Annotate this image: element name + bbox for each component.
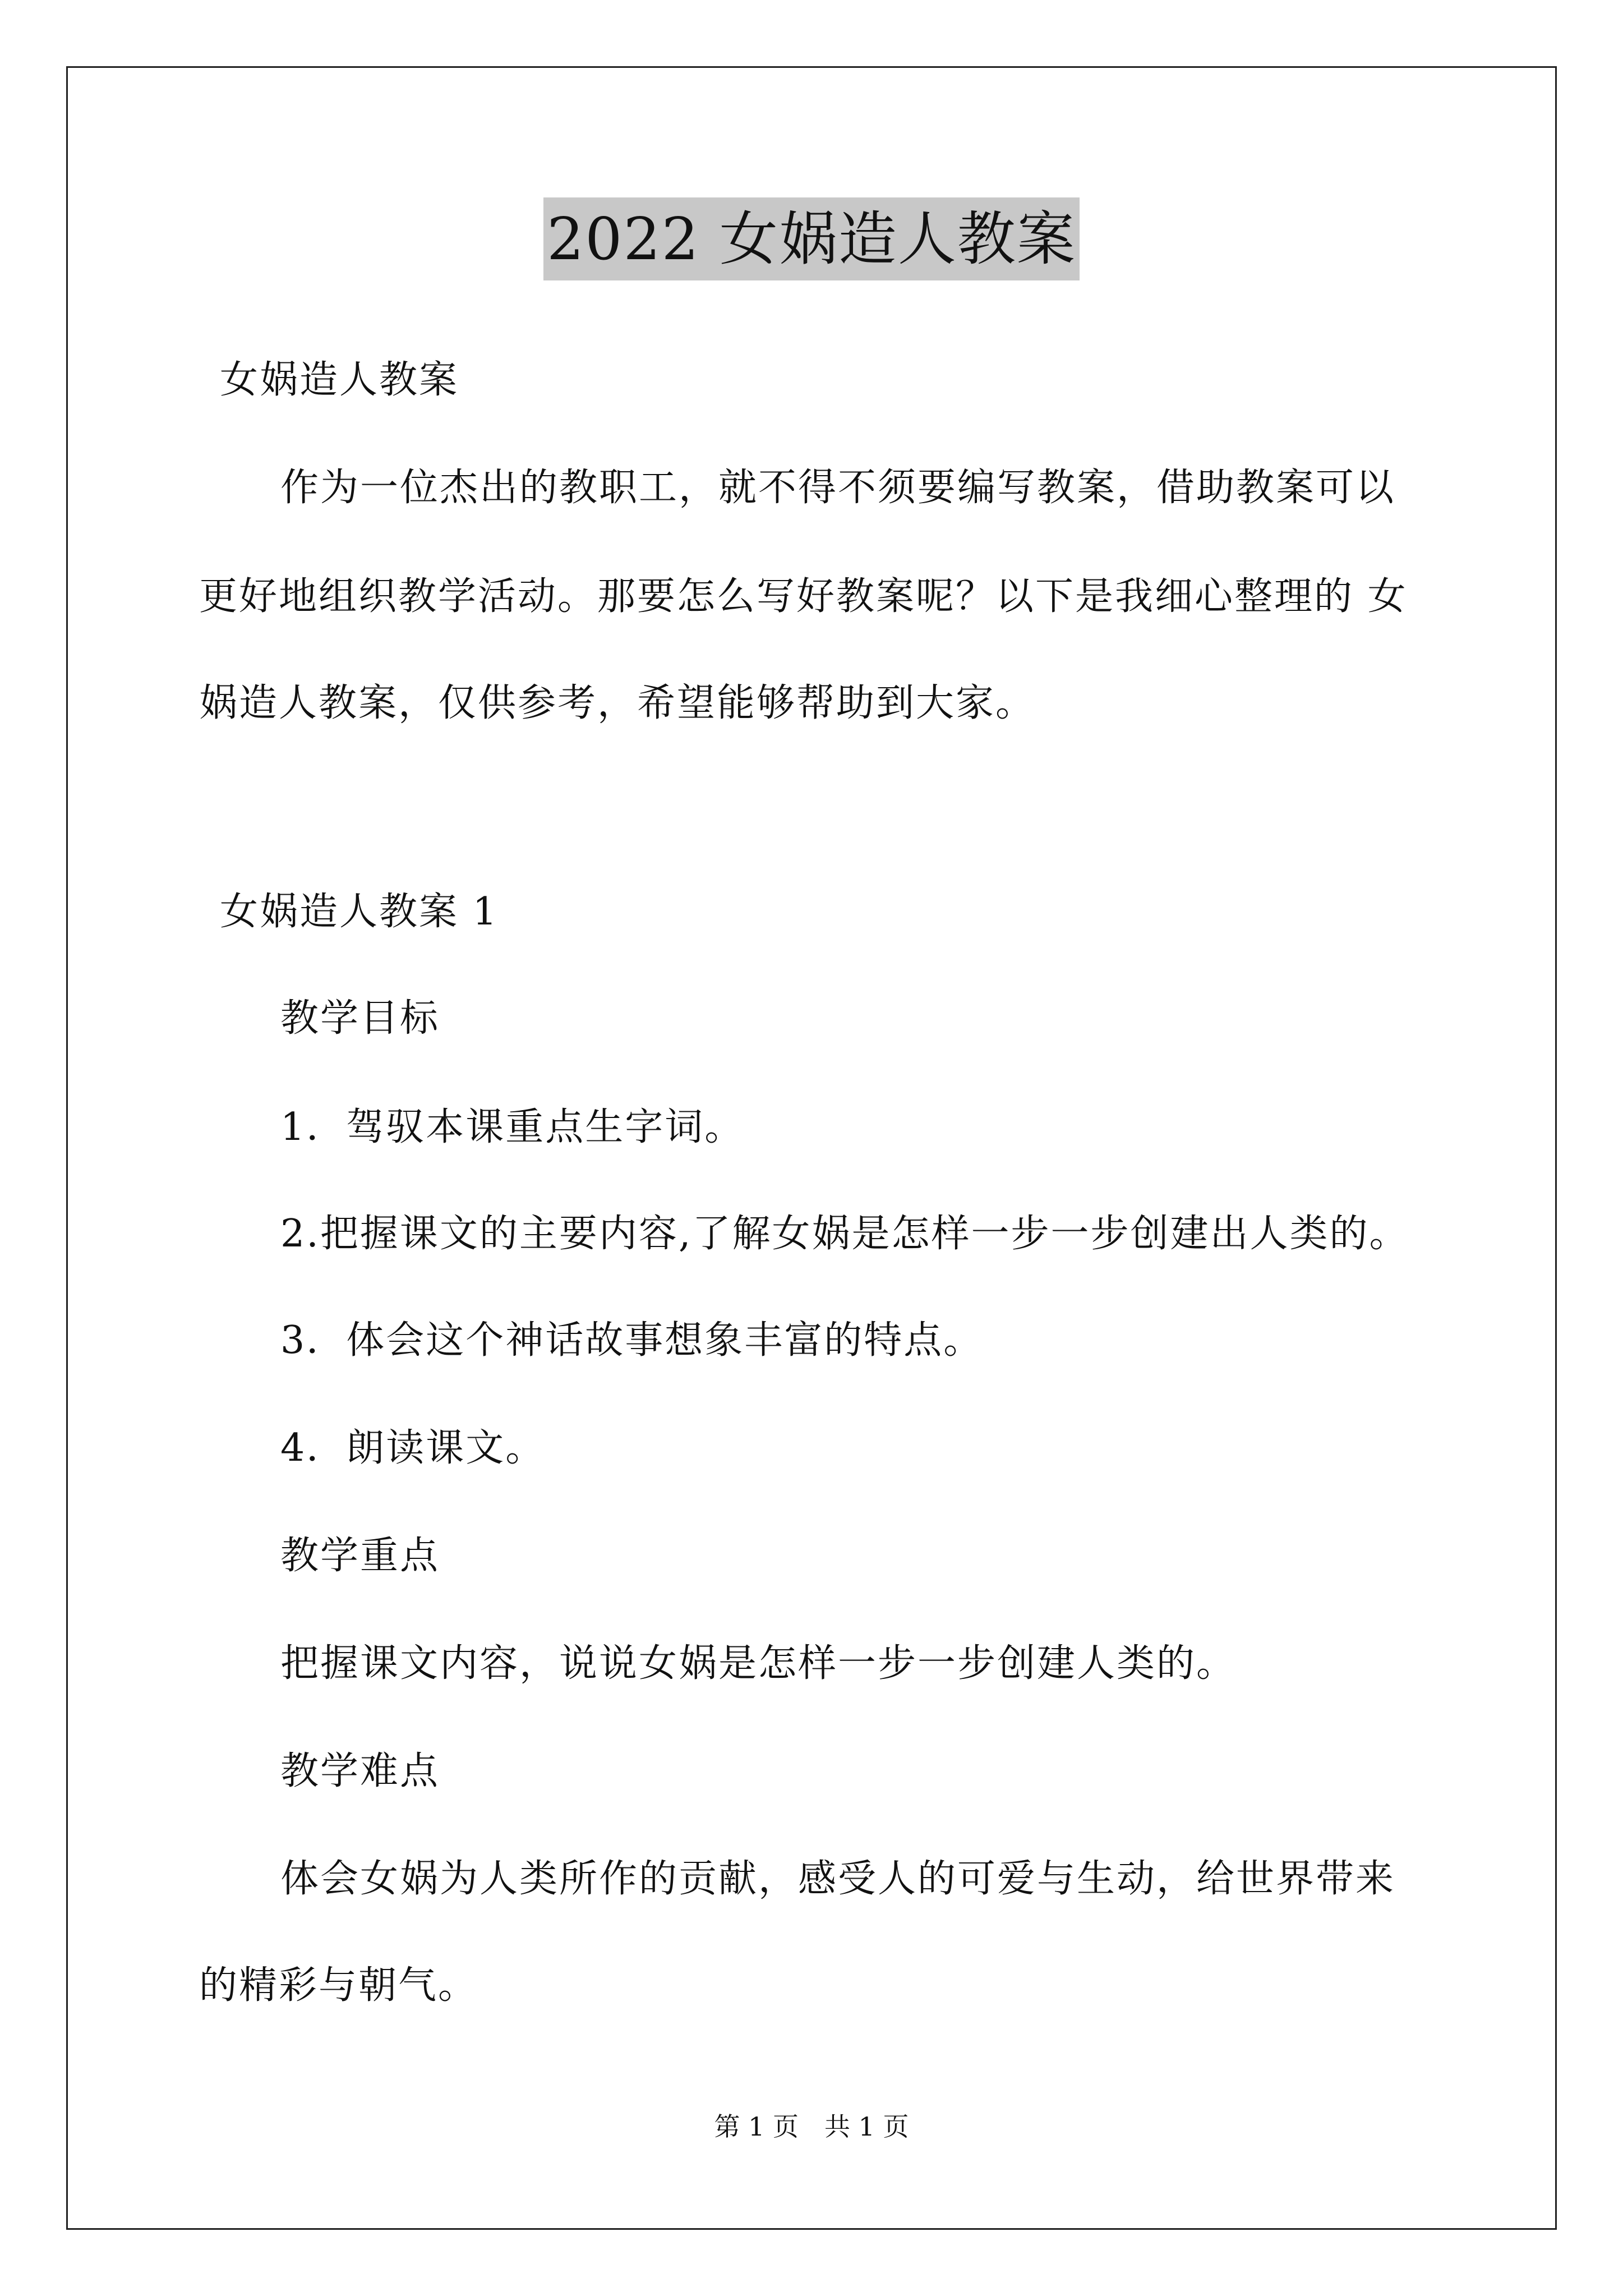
goal-item-4: 4．朗读课文。 <box>280 1426 546 1470</box>
goals-heading: 教学目标 <box>280 996 440 1041</box>
section-heading: 女娲造人教案 1 <box>220 890 499 934</box>
difficulty-line-1: 体会女娲为人类所作的贡献，感受人的可爱与生动，给世界带来 <box>280 1857 1396 1901</box>
difficulty-heading: 教学难点 <box>280 1749 440 1793</box>
goal-item-1: 1．驾驭本课重点生字词。 <box>280 1105 745 1149</box>
intro-line-1: 作为一位杰出的教职工，就不得不须要编写教案，借助教案可以 <box>280 466 1396 510</box>
goal-item-2: 2.把握课文的主要内容,了解女娲是怎样一步一步创建出人类的。 <box>280 1212 1409 1256</box>
page-footer: 第 1 页 共 1 页 <box>714 2111 909 2142</box>
document-title: 2022 女娲造人教案 <box>543 197 1080 280</box>
difficulty-line-2: 的精彩与朝气。 <box>199 1963 478 2008</box>
key-points-heading: 教学重点 <box>280 1534 440 1578</box>
key-points-text: 把握课文内容，说说女娲是怎样一步一步创建人类的。 <box>280 1641 1237 1686</box>
goal-item-3: 3．体会这个神话故事想象丰富的特点。 <box>280 1318 984 1363</box>
document-subtitle: 女娲造人教案 <box>220 358 459 402</box>
intro-line-3: 娲造人教案，仅供参考，希望能够帮助到大家。 <box>199 681 1036 725</box>
title-area <box>0 197 1623 280</box>
intro-line-2: 更好地组织教学活动。那要怎么写好教案呢？以下是我细心整理的 女 <box>199 574 1408 619</box>
